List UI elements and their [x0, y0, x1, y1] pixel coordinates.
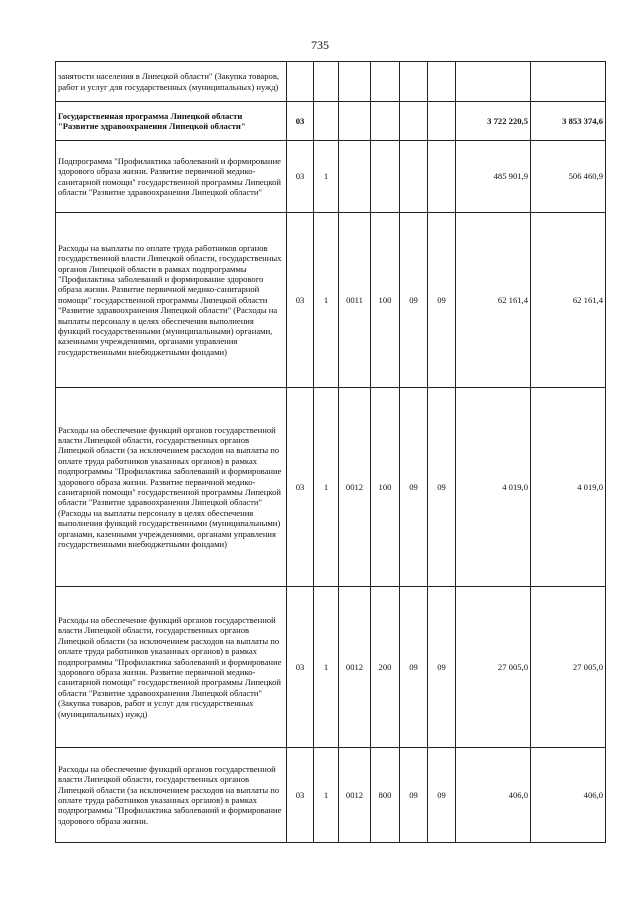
cell-section — [400, 141, 428, 213]
table-row — [56, 62, 606, 102]
cell-sum-year1: 62 161,4 — [456, 213, 531, 388]
cell-expense-type: 100 — [371, 388, 400, 587]
cell-subsection: 09 — [428, 213, 456, 388]
table-row — [56, 388, 606, 587]
cell-sum-year2: 406,0 — [531, 748, 606, 843]
cell-expense-type: 200 — [371, 587, 400, 748]
cell-sum-year1: 27 005,0 — [456, 587, 531, 748]
cell-section — [400, 62, 428, 102]
row-description: занятости населения в Липецкой области" (Закупка товаров, работ и услуг для государственных (муниципальных) нужд) — [56, 62, 287, 102]
cell-program — [287, 62, 314, 102]
table-row — [56, 587, 606, 748]
cell-sum-year2: 506 460,9 — [531, 141, 606, 213]
cell-section: 09 — [400, 587, 428, 748]
cell-sum-year1: 4 019,0 — [456, 388, 531, 587]
cell-program: 03 — [287, 141, 314, 213]
table-row — [56, 213, 606, 388]
row-description: Государственная программа Липецкой области "Развитие здравоохранения Липецкой области" — [56, 102, 287, 141]
cell-expense-type — [371, 141, 400, 213]
cell-sum-year2: 27 005,0 — [531, 587, 606, 748]
cell-subsection: 09 — [428, 388, 456, 587]
cell-section: 09 — [400, 213, 428, 388]
cell-section: 09 — [400, 748, 428, 843]
cell-program: 03 — [287, 213, 314, 388]
table-row — [56, 748, 606, 843]
cell-program: 03 — [287, 587, 314, 748]
cell-target-code: 0012 — [339, 748, 371, 843]
cell-sum-year1: 406,0 — [456, 748, 531, 843]
row-description: Расходы на обеспечение функций органов государственной власти Липецкой области, государственных органов Липецкой области (за исключением расходов на выплаты по оплате труда работников указанных органов) в рамках подпрограммы "Профилактика заболеваний и формирование здорового образа жизни. Развитие первичной медико-санитарной помощи" государственной программы Липецкой области "Развитие здравоохранения Липецкой области" (Расходы на выплаты персоналу в целях обеспечения выполнения функций государственными (муниципальными) органами, казенными учреждениями, органами управления государственными внебюджетными фондами) — [56, 388, 287, 587]
cell-section: 09 — [400, 388, 428, 587]
page-number: 735 — [311, 38, 329, 52]
cell-subsection: 09 — [428, 587, 456, 748]
cell-sum-year2: 62 161,4 — [531, 213, 606, 388]
cell-subprogram: 1 — [314, 587, 339, 748]
cell-section — [400, 102, 428, 141]
cell-target-code — [339, 62, 371, 102]
cell-subprogram — [314, 102, 339, 141]
row-description: Расходы на выплаты по оплате труда работников органов государственной власти Липецкой области, государственных органов Липецкой области в рамках подпрограммы "Профилактика заболеваний и формирование здорового образа жизни. Развитие первичной медико-санитарной помощи" государственной программы Липецкой области "Развитие здравоохранения Липецкой области" (Расходы на выплаты персоналу в целях обеспечения выполнения функций государственными (муниципальными) органами, казенными учреждениями, органами управления государственными внебюджетными фондами) — [56, 213, 287, 388]
cell-expense-type: 100 — [371, 213, 400, 388]
cell-target-code — [339, 102, 371, 141]
row-description: Расходы на обеспечение функций органов государственной власти Липецкой области, государственных органов Липецкой области (за исключением расходов на выплаты по оплате труда работников указанных органов) в рамках подпрограммы "Профилактика заболеваний и формирование здорового образа жизни. Развитие первичной медико-санитарной помощи" государственной программы Липецкой области "Развитие здравоохранения Липецкой области" (Закупка товаров, работ и услуг для государственных (муниципальных) нужд) — [56, 587, 287, 748]
cell-program: 03 — [287, 388, 314, 587]
cell-subprogram: 1 — [314, 141, 339, 213]
row-description: Подпрограмма "Профилактика заболеваний и формирование здорового образа жизни. Развитие первичной медико-санитарной помощи" государственной программы Липецкой области "Развитие здравоохранения Липецкой области" — [56, 141, 287, 213]
table-row — [56, 141, 606, 213]
cell-expense-type: 800 — [371, 748, 400, 843]
cell-expense-type — [371, 62, 400, 102]
cell-expense-type — [371, 102, 400, 141]
cell-subprogram: 1 — [314, 213, 339, 388]
cell-target-code — [339, 141, 371, 213]
cell-target-code: 0012 — [339, 587, 371, 748]
cell-subprogram: 1 — [314, 388, 339, 587]
cell-subsection — [428, 102, 456, 141]
cell-sum-year2: 3 853 374,6 — [531, 102, 606, 141]
cell-sum-year2: 4 019,0 — [531, 388, 606, 587]
cell-subsection: 09 — [428, 748, 456, 843]
cell-sum-year1: 485 901,9 — [456, 141, 531, 213]
table-row — [56, 102, 606, 141]
cell-sum-year2 — [531, 62, 606, 102]
budget-table — [55, 61, 606, 843]
cell-subsection — [428, 62, 456, 102]
row-description: Расходы на обеспечение функций органов государственной власти Липецкой области, государственных органов Липецкой области (за исключением расходов на выплаты по оплате труда работников указанных органов) в рамках подпрограммы "Профилактика заболеваний и формирование здорового образа жизни. — [56, 748, 287, 843]
cell-subprogram — [314, 62, 339, 102]
cell-program: 03 — [287, 102, 314, 141]
cell-subprogram: 1 — [314, 748, 339, 843]
cell-target-code: 0012 — [339, 388, 371, 587]
cell-program: 03 — [287, 748, 314, 843]
cell-sum-year1 — [456, 62, 531, 102]
cell-sum-year1: 3 722 220,5 — [456, 102, 531, 141]
cell-subsection — [428, 141, 456, 213]
cell-target-code: 0011 — [339, 213, 371, 388]
